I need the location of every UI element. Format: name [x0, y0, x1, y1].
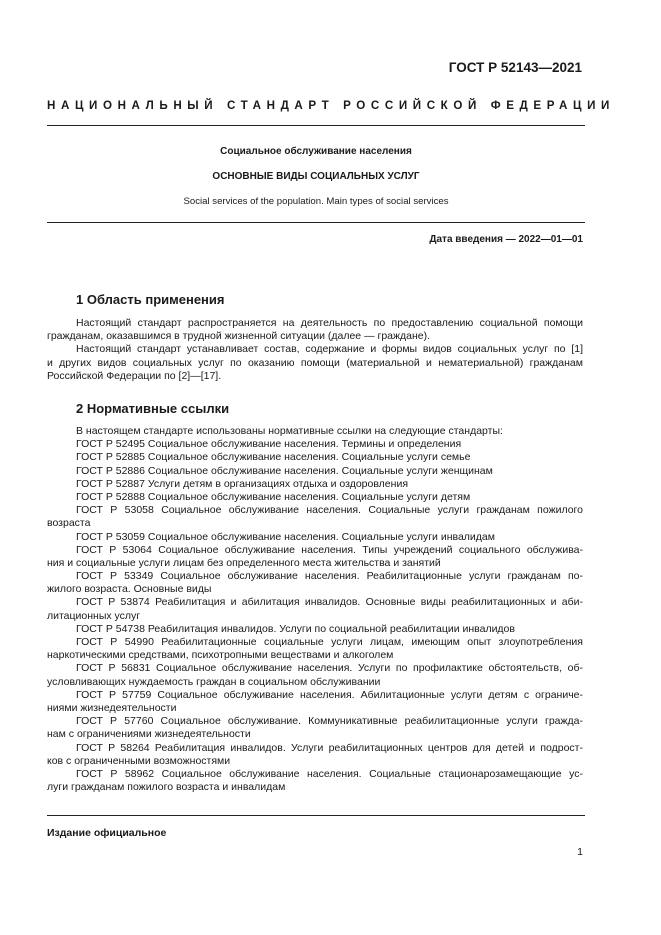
section2-body — [47, 425, 583, 794]
date-of-introduction: Дата введения — 2022—01—01 — [429, 234, 583, 245]
title-line2: ОСНОВНЫЕ ВИДЫ СОЦИАЛЬНЫХ УСЛУГ — [212, 171, 420, 182]
reference-line: ГОСТ Р 54738 Реабилитация инвалидов. Услуги по социальной реабилитации инвалидов — [76, 622, 515, 635]
reference-line: ГОСТ Р 53058 Социальное обслуживание населения. Социальные услуги гражданам пожилого — [76, 504, 583, 517]
standard-number: ГОСТ Р 52143—2021 — [448, 60, 582, 75]
reference-line: ГОСТ Р 52887 Услуги детям в организациях отдыха и оздоровления — [76, 477, 409, 490]
reference-line: ГОСТ Р 53874 Реабилитация и абилитация инвалидов. Основные виды реабилитационных и аби- — [76, 596, 583, 609]
reference-line: ГОСТ Р 53059 Социальное обслуживание населения. Социальные услуги инвалидам — [76, 530, 495, 543]
title-line1: Социальное обслуживание населения — [220, 146, 412, 157]
header-divider — [47, 125, 585, 126]
page-number: 1 — [577, 846, 583, 858]
reference-line: ГОСТ Р 52888 Социальное обслуживание населения. Социальные услуги детям — [76, 490, 471, 503]
national-standard-banner: НАЦИОНАЛЬНЫЙ СТАНДАРТ РОССИЙСКОЙ ФЕДЕРАЦИИ — [47, 99, 615, 112]
footer-divider — [47, 815, 585, 816]
section2-heading: 2 Нормативные ссылки — [76, 401, 230, 416]
text-line: гражданам, оказавшимся в трудной жизненной ситуации (далее — граждане). — [47, 330, 431, 343]
reference-line: условливающих нуждаемость граждан в социальном обслуживании — [47, 675, 381, 688]
text-line: Настоящий стандарт устанавливает состав, содержание и формы видов социальных услуг по [1] — [76, 343, 583, 356]
reference-line: ков с ограниченными возможностями — [47, 754, 231, 767]
text-line: В настоящем стандарте использованы нормативные ссылки на следующие стандарты: — [76, 425, 503, 437]
reference-line: ГОСТ Р 57759 Социальное обслуживание населения. Абилитационные услуги детям с ограниче- — [76, 688, 583, 701]
reference-line: ГОСТ Р 52495 Социальное обслуживание населения. Термины и определения — [76, 438, 462, 451]
reference-line: возраста — [47, 517, 91, 530]
reference-line: ГОСТ Р 52886 Социальное обслуживание населения. Социальные услуги женщинам — [76, 464, 493, 477]
text-line: Российской Федерации по [2]—[17]. — [47, 369, 222, 382]
reference-line: жилого возраста. Основные виды — [47, 583, 212, 596]
reference-line: литационных услуг — [47, 609, 141, 622]
reference-line: ГОСТ Р 53064 Социальное обслуживание населения. Типы учреждений социального обслужива- — [76, 543, 583, 556]
reference-line: ГОСТ Р 58264 Реабилитация инвалидов. Услуги реабилитационных центров для детей и подрост- — [76, 741, 583, 754]
section1-body — [47, 317, 583, 383]
reference-line: ГОСТ Р 56831 Социальное обслуживание населения. Услуги по профилактике обстоятельств, об- — [76, 662, 583, 675]
reference-line: ГОСТ Р 57760 Социальное обслуживание. Коммуникативные реабилитационные услуги гражда- — [76, 715, 583, 728]
reference-line: ГОСТ Р 58962 Социальное обслуживание населения. Социальные стационарозамещающие ус- — [76, 767, 583, 780]
title-english: Social services of the population. Main types of social services — [183, 196, 449, 207]
reference-line: нам с ограничениями жизнедеятельности — [47, 728, 251, 741]
reference-line: ниями жизнедеятельности — [47, 701, 177, 714]
official-edition-label: Издание официальное — [47, 827, 167, 839]
reference-line: ГОСТ Р 54990 Реабилитационные социальные услуги лицам, имеющим опыт злоупотребления — [76, 636, 583, 648]
section1-heading: 1 Область применения — [76, 292, 225, 307]
text-line: Настоящий стандарт распространяется на деятельность по предоставлению социальной помощи — [76, 317, 583, 329]
text-line: и других видов социальных услуг по оказанию помощи (материальной и нематериальной) гражданам — [47, 356, 583, 369]
title-divider — [47, 222, 585, 223]
reference-line: луги гражданам пожилого возраста и инвалидам — [47, 781, 286, 794]
reference-line: наркотическими средствами, психотропными веществами и алкоголем — [47, 649, 394, 662]
reference-line: ГОСТ Р 53349 Социальное обслуживание населения. Реабилитационные услуги гражданам по- — [76, 570, 583, 583]
reference-line: ния и социальные услуги лицам без определенного места жительства и занятий — [47, 556, 441, 569]
reference-line: ГОСТ Р 52885 Социальное обслуживание населения. Социальные услуги семье — [76, 451, 471, 464]
